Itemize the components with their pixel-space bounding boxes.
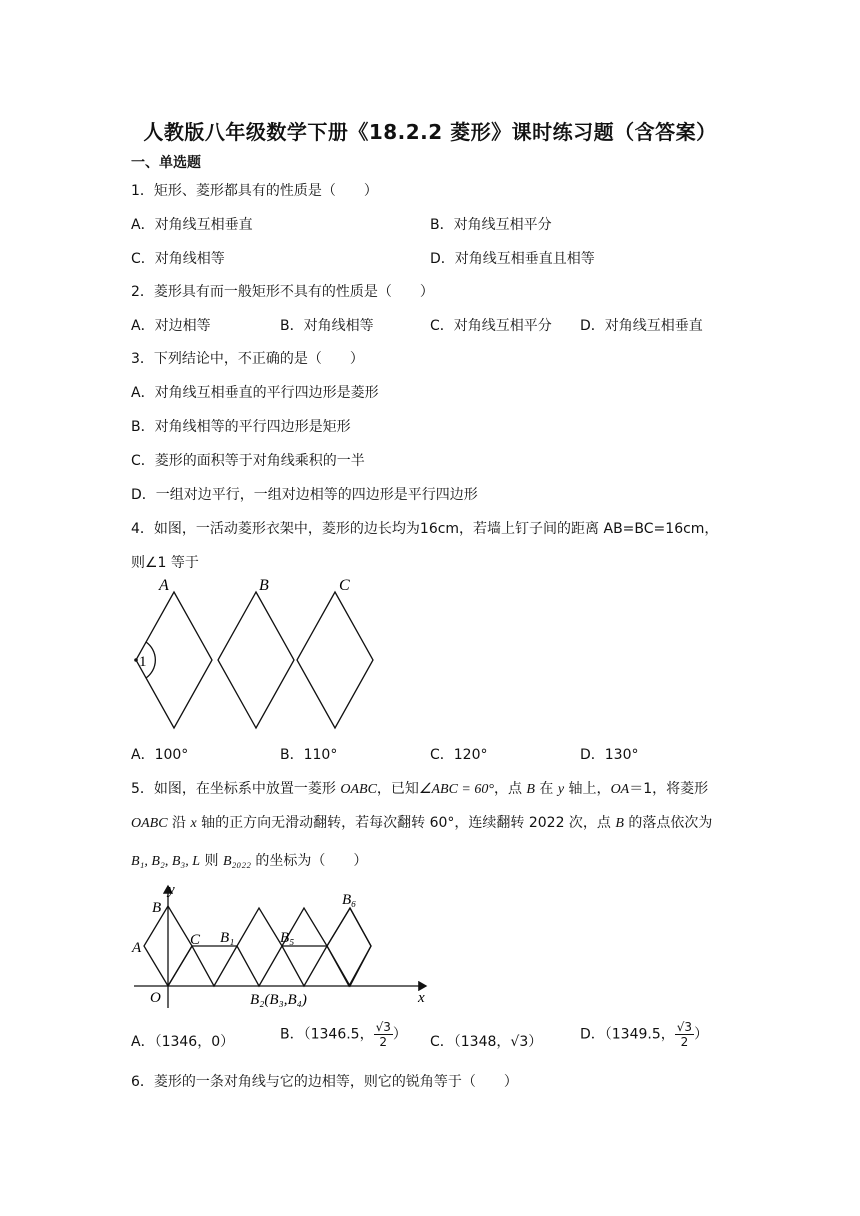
q5-stem-line1 xyxy=(131,778,708,798)
q5-coordinate-figure xyxy=(126,880,436,1010)
q5-math: B₂₀₂₂ xyxy=(222,854,251,869)
page-title: 人教版八年级数学下册《18.2.2 菱形》课时练习题（含答案） xyxy=(143,120,717,144)
q5-option-b-fraction xyxy=(374,1020,393,1049)
q5-text: 在 xyxy=(534,781,558,797)
q4-rhombus-3 xyxy=(297,592,373,728)
q5-math: B xyxy=(526,782,535,797)
q5-math: B xyxy=(615,816,624,831)
q2-stem: 2．菱形具有而一般矩形不具有的性质是（ ） xyxy=(131,284,434,300)
section-heading: 一、单选题 xyxy=(131,155,201,171)
q5-text: 则 xyxy=(200,853,223,869)
q5-math: ∠ABC = 60° xyxy=(418,782,494,797)
q5-option-b xyxy=(280,1020,407,1049)
q4-hanger-figure xyxy=(126,570,386,740)
q1-stem: 1．矩形、菱形都具有的性质是（ ） xyxy=(131,183,378,199)
q5-label-b2: B₂(B₃,B₄) xyxy=(250,992,307,1008)
q4-angle-arc xyxy=(146,642,155,678)
q4-label-a: A xyxy=(159,577,169,594)
q3-stem: 3．下列结论中，不正确的是（ ） xyxy=(131,351,364,367)
q3-option-d: D．一组对边平行，一组对边相等的四边形是平行四边形 xyxy=(131,487,478,503)
q4-vertex-dot xyxy=(134,658,138,662)
q4-rhombus-1 xyxy=(136,592,212,728)
q5-text: ，已知 xyxy=(376,781,419,797)
q4-option-c: C．120° xyxy=(430,747,488,763)
q5-option-d-fraction xyxy=(675,1020,694,1049)
q5-option-a: A．（1346，0） xyxy=(131,1034,235,1050)
q1-option-c: C．对角线相等 xyxy=(131,251,225,267)
q5-label-y: y xyxy=(168,882,175,898)
q4-angle-label: 1 xyxy=(139,654,147,670)
q3-option-b: B．对角线相等的平行四边形是矩形 xyxy=(131,419,351,435)
q5-option-d-text: ） xyxy=(694,1026,709,1043)
q2-option-c: C．对角线互相平分 xyxy=(430,318,552,334)
q5-text: 轴的正方向无滑动翻转，若每次翻转 60°，连续翻转 2022 次，点 xyxy=(196,815,616,831)
q2-option-b: B．对角线相等 xyxy=(280,318,374,334)
q1-option-b: B．对角线互相平分 xyxy=(430,217,552,233)
q5-stem-line2 xyxy=(131,812,712,832)
q5-label-b: B xyxy=(152,900,162,916)
q1-option-a: A．对角线互相垂直 xyxy=(131,217,253,233)
q5-option-b-text: B．（1346.5， xyxy=(280,1026,374,1043)
q5-text: ＝1，将菱形 xyxy=(629,781,709,797)
q5-math: OABC xyxy=(340,782,377,797)
q5-label-o: O xyxy=(150,990,161,1006)
q4-option-b: B．110° xyxy=(280,747,338,763)
q4-option-d: D．130° xyxy=(580,747,639,763)
q5-math: x xyxy=(190,816,197,831)
q5-math: y xyxy=(557,782,565,797)
q5-math: OA xyxy=(610,782,630,797)
q3-option-a: A．对角线互相垂直的平行四边形是菱形 xyxy=(131,385,379,401)
q1-option-d: D．对角线互相垂直且相等 xyxy=(430,251,595,267)
fraction-numerator: √3 xyxy=(676,1020,693,1034)
q5-text: 5．如图，在坐标系中放置一菱形 xyxy=(131,781,341,797)
q5-rhombus-b6 xyxy=(327,908,371,986)
fraction-numerator: √3 xyxy=(375,1020,391,1034)
q5-label-a: A xyxy=(132,940,142,956)
q4-stem-line2: 则∠1 等于 xyxy=(131,555,199,571)
fraction-denominator: 2 xyxy=(680,1035,689,1049)
q5-text: 的坐标为（ ） xyxy=(250,853,368,869)
q5-option-d-text: D．（1349.5， xyxy=(580,1026,675,1043)
q5-text: 沿 xyxy=(167,815,191,831)
q5-text: 的落点依次为 xyxy=(623,815,713,831)
q4-label-b: B xyxy=(259,577,269,594)
q5-label-b5: B₅ xyxy=(280,930,295,946)
q2-option-a: A．对边相等 xyxy=(131,318,211,334)
q5-math: B₁, B₂, B₃, L xyxy=(131,854,201,869)
q5-option-c: C．（1348，√3） xyxy=(430,1034,543,1050)
q5-option-d xyxy=(580,1020,708,1049)
q4-rhombus-2 xyxy=(218,592,294,728)
q3-option-c: C．菱形的面积等于对角线乘积的一半 xyxy=(131,453,365,469)
fraction-denominator: 2 xyxy=(379,1035,388,1049)
q5-label-x: x xyxy=(418,990,425,1006)
q5-option-b-text: ） xyxy=(392,1026,407,1043)
q4-stem-line1: 4．如图，一活动菱形衣架中，菱形的边长均为16cm，若墙上钉子间的距离 AB=BC=16cm， xyxy=(131,521,719,537)
q5-text: 轴上， xyxy=(564,781,611,797)
q5-label-c: C xyxy=(190,932,201,948)
q5-stem-line3 xyxy=(131,850,367,870)
q4-label-c: C xyxy=(339,577,350,594)
q5-label-b6: B₆ xyxy=(342,892,357,908)
q2-option-d: D．对角线互相垂直 xyxy=(580,318,703,334)
q4-option-a: A．100° xyxy=(131,747,189,763)
q5-label-b1: B₁ xyxy=(220,930,235,946)
q6-stem: 6．菱形的一条对角线与它的边相等，则它的锐角等于（ ） xyxy=(131,1074,518,1090)
q5-math: OABC xyxy=(131,816,168,831)
q5-text: ，点 xyxy=(493,781,527,797)
